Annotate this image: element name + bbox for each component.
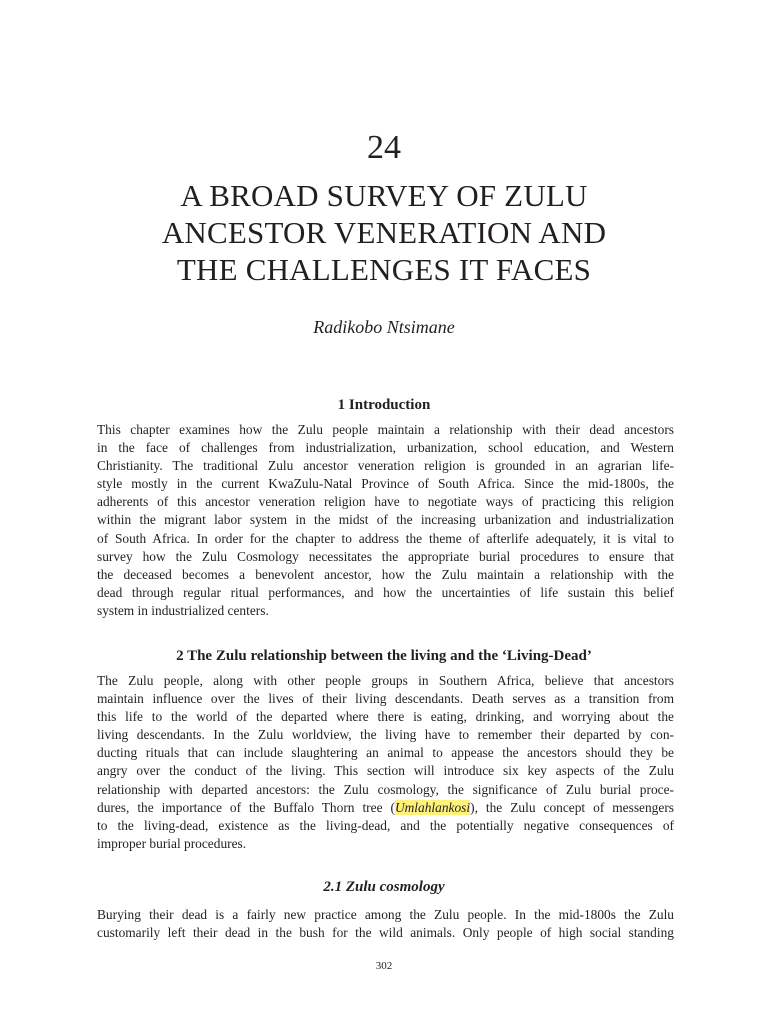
paragraph-zulu-cosmology xyxy=(97,906,674,942)
text-line: Burying their dead is a fairly new practice among the Zulu people. In the mid-1800s the Zulu xyxy=(97,907,674,922)
chapter-number: 24 xyxy=(367,129,401,166)
author-name: Radikobo Ntsimane xyxy=(313,317,455,337)
paragraph-living-dead xyxy=(97,672,674,853)
page-number: 302 xyxy=(375,960,393,972)
text-line: within the migrant labor system in the midst of the increasing urbanization and industrialization xyxy=(97,512,674,528)
highlighted-term: Umlahlankosi xyxy=(394,799,471,815)
paragraph-introduction xyxy=(97,421,674,620)
text-line: living descendants. In the Zulu worldview, the living have to remember their departed by con- xyxy=(97,727,674,743)
text-line: of South Africa. In order for the chapter to address the theme of afterlife adequately, it is vital to xyxy=(97,530,674,546)
text-line: ducting rituals that can include slaughtering an animal to appease the ancestors should they be xyxy=(97,745,674,761)
text-line: the deceased becomes a benevolent ancestor, how the Zulu maintain a relationship with the xyxy=(97,566,674,582)
text-line: This chapter examines how the Zulu people maintain a relationship with their dead ancestors xyxy=(97,422,674,437)
text-line: to the living-dead, existence as the living-dead, and the potentially negative consequences of xyxy=(97,817,674,833)
text-line: system in industrialized centers. xyxy=(97,602,269,618)
text-line: in the face of challenges from industrialization, urbanization, school education, and Western xyxy=(97,440,674,456)
text-line: The Zulu people, along with other people groups in Southern Africa, believe that ancestors xyxy=(97,673,674,688)
section-heading-zulu-cosmology: 2.1 Zulu cosmology xyxy=(323,879,445,895)
chapter-title-line: A BROAD SURVEY OF ZULU xyxy=(180,178,588,213)
text-line: adherents of this ancestor veneration religion have to negotiate ways of practicing this religion xyxy=(97,494,674,510)
text-line: style mostly in the current KwaZulu-Natal Province of South Africa. Since the mid-1800s, the xyxy=(97,476,674,492)
text-fragment: dures, the importance of the Buffalo Thorn tree ( xyxy=(97,799,395,815)
text-line: maintain influence over the lives of their living descendants. Death serves as a transition from xyxy=(97,691,674,707)
text-line: this life to the world of the departed where there is eating, drinking, and worrying about the xyxy=(97,709,674,725)
section-heading-introduction: 1 Introduction xyxy=(337,397,431,413)
text-line: dead through regular ritual performances, and how the uncertainties of life sustain this belief xyxy=(97,584,674,600)
chapter-title-line: ANCESTOR VENERATION AND xyxy=(161,215,607,250)
text-line: Christianity. The traditional Zulu ancestor veneration religion is grounded in an agrarian life- xyxy=(97,458,674,474)
text-line: angry over the conduct of the living. This section will introduce six key aspects of the Zulu xyxy=(97,763,674,779)
text-line: customarily left their dead in the bush for the wild animals. Only people of high social standing xyxy=(97,925,674,941)
text-line: improper burial procedures. xyxy=(97,835,247,851)
chapter-title-line: THE CHALLENGES IT FACES xyxy=(176,252,592,287)
text-line xyxy=(97,799,674,817)
text-line: survey how the Zulu Cosmology necessitates the appropriate burial procedures to ensure that xyxy=(97,548,674,564)
text-fragment: ), the Zulu concept of messengers xyxy=(470,799,674,815)
section-heading-living-dead: 2 The Zulu relationship between the living and the ‘Living-Dead’ xyxy=(176,648,592,664)
text-line: relationship with departed ancestors: the Zulu cosmology, the significance of Zulu burial proce- xyxy=(97,781,674,797)
chapter-title xyxy=(0,177,768,288)
